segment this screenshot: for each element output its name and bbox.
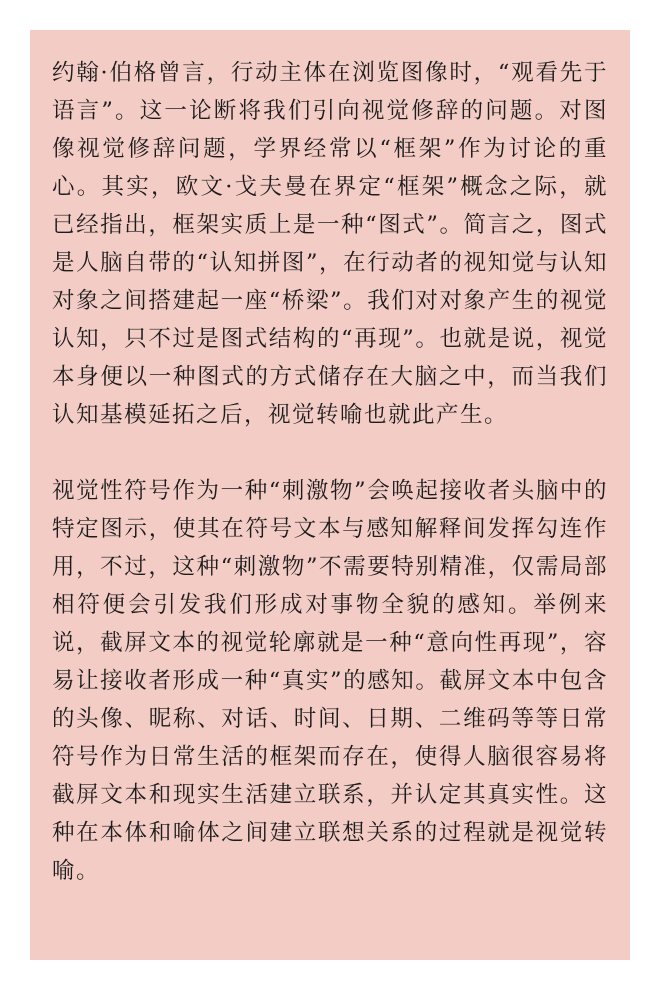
paragraph-1: 约翰·伯格曾言，行动主体在浏览图像时，“观看先于语言”。这一论断将我们引向视觉修辞的问题。对图像视觉修辞问题，学界经常以“框架”作为讨论的重心。其实，欧文·戈夫曼在界定“框架”概念之际，就已经指出，框架实质上是一种“图式”。简言之，图式是人脑自带的“认知拼图”，在行动者的视知觉与认知对象之间搭建起一座“桥梁”。我们对对象产生的视觉认知，只不过是图式结构的“再现”。也就是说，视觉本身便以一种图式的方式储存在大脑之中，而当我们认知基模延拓之后，视觉转喻也就此产生。	[52, 60, 608, 428]
text-panel	[30, 30, 630, 960]
paragraph-2: 视觉性符号作为一种“刺激物”会唤起接收者头脑中的特定图示，使其在符号文本与感知解释间发挥勾连作用，不过，这种“刺激物”不需要特别精准，仅需局部相符便会引发我们形成对事物全貌的感知。举例来说，截屏文本的视觉轮廓就是一种“意向性再现”，容易让接收者形成一种“真实”的感知。截屏文本中包含的头像、昵称、对话、时间、日期、二维码等等日常符号作为日常生活的框架而存在，使得人脑很容易将截屏文本和现实生活建立联系，并认定其真实性。这种在本体和喻体之间建立联想关系的过程就是视觉转喻。	[52, 478, 608, 884]
